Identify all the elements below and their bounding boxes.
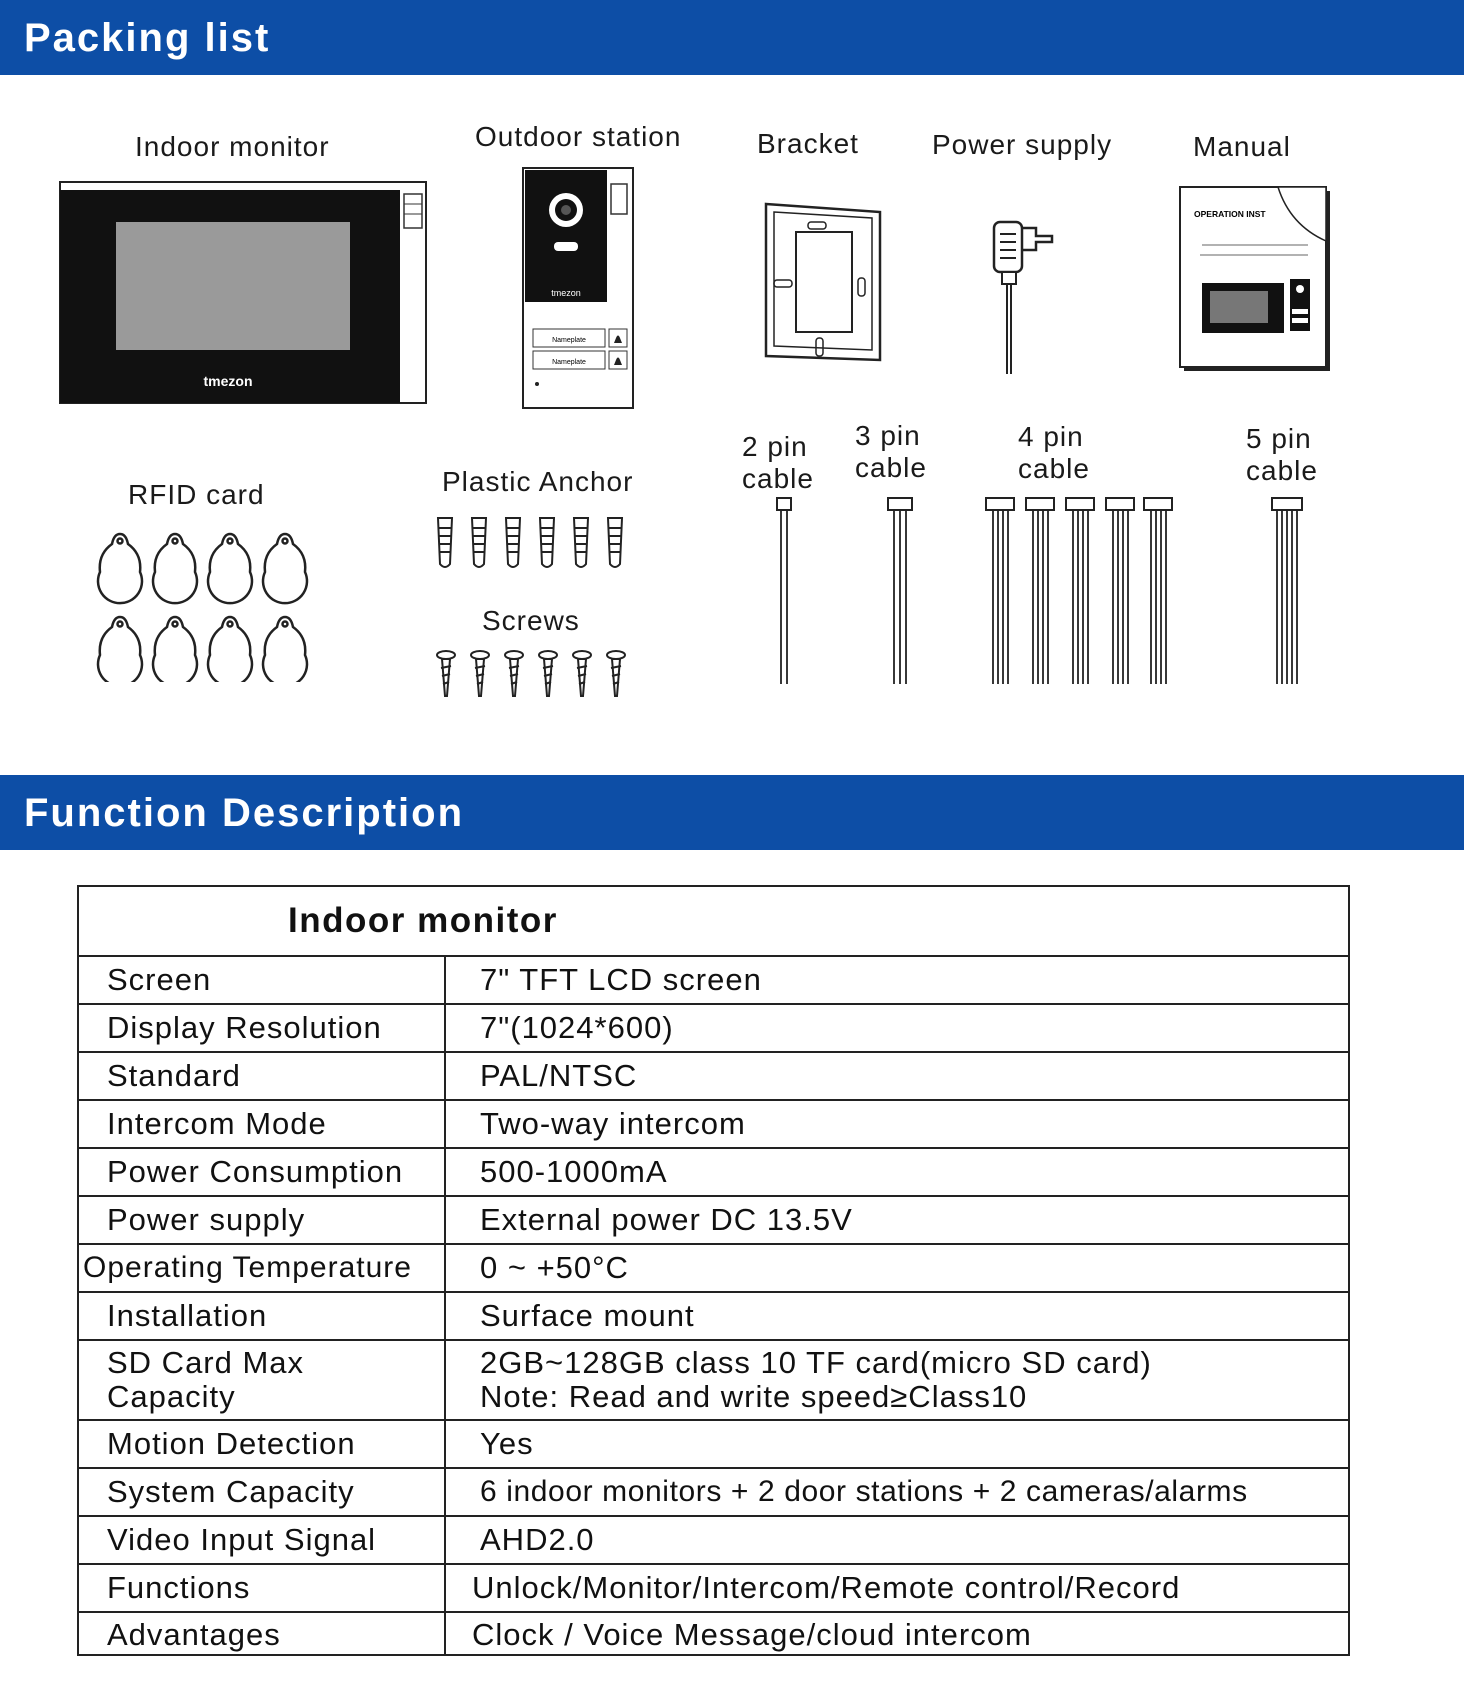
cable-2pin-illustration — [770, 496, 800, 686]
cable-3pin-illustration — [884, 496, 918, 686]
function-description-title: Function Description — [24, 791, 464, 835]
spec-value: 500-1000mA — [480, 1154, 668, 1189]
nameplate-2: Nameplate — [552, 359, 586, 366]
table-row — [79, 1149, 1348, 1197]
spec-value: AHD2.0 — [480, 1522, 595, 1557]
spec-table-title: Indoor monitor — [288, 901, 558, 940]
cable-4pin-label: 4 pin cable — [1018, 421, 1090, 484]
table-row — [79, 1565, 1348, 1613]
table-row — [79, 1421, 1348, 1469]
spec-value: PAL/NTSC — [480, 1058, 638, 1093]
function-description-banner — [0, 775, 1464, 850]
cable-3pin-label: 3 pin cable — [855, 420, 927, 483]
bracket-illustration — [760, 200, 886, 366]
indoor-monitor-label: Indoor monitor — [135, 131, 330, 162]
spec-key: Power supply — [107, 1202, 306, 1237]
table-row — [79, 1613, 1348, 1656]
spec-value: 2GB~128GB class 10 TF card(micro SD card) Note: Read and write speed≥Class10 — [480, 1345, 1152, 1414]
spec-key: System Capacity — [107, 1474, 355, 1509]
outdoor-station-label: Outdoor station — [475, 121, 682, 152]
table-row — [79, 1517, 1348, 1565]
spec-table — [77, 885, 1350, 1656]
spec-value: 7" TFT LCD screen — [480, 962, 762, 997]
outdoor-station-brand: tmezon — [551, 288, 581, 298]
table-row — [79, 957, 1348, 1005]
table-row — [79, 1293, 1348, 1341]
manual-cover-title: OPERATION INST — [1194, 209, 1266, 219]
bracket-label: Bracket — [757, 128, 859, 159]
screws-illustration — [432, 650, 638, 700]
spec-key: Operating Temperature — [83, 1251, 412, 1284]
spec-key: SD Card Max Capacity — [107, 1345, 305, 1414]
spec-value: 0 ~ +50°C — [480, 1250, 629, 1285]
spec-key: Screen — [107, 962, 212, 997]
cable-2pin-label: 2 pin cable — [742, 431, 814, 494]
spec-value: Two-way intercom — [480, 1106, 746, 1141]
power-supply-label: Power supply — [932, 129, 1113, 160]
table-row — [79, 1053, 1348, 1101]
indoor-monitor-brand: tmezon — [203, 373, 253, 389]
cable-5pin-label: 5 pin cable — [1246, 423, 1318, 486]
spec-value: Clock / Voice Message/cloud intercom — [472, 1616, 1032, 1652]
spec-table-header — [79, 887, 1348, 957]
spec-value: 7"(1024*600) — [480, 1010, 674, 1045]
spec-key: Functions — [107, 1570, 251, 1605]
nameplate-1: Nameplate — [552, 337, 586, 344]
plastic-anchors-illustration — [432, 514, 638, 572]
indoor-monitor-illustration — [58, 180, 430, 406]
spec-key: Advantages — [107, 1616, 281, 1652]
packing-list-banner — [0, 0, 1464, 75]
table-row — [79, 1469, 1348, 1517]
screws-label: Screws — [482, 605, 580, 636]
rfid-cards-illustration — [96, 532, 318, 682]
spec-value: Surface mount — [480, 1298, 695, 1333]
spec-key: Standard — [107, 1058, 241, 1093]
manual-label: Manual — [1193, 131, 1291, 162]
spec-value: Yes — [480, 1426, 534, 1461]
spec-value: 6 indoor monitors + 2 door stations + 2 cameras/alarms — [480, 1475, 1248, 1508]
spec-key: Display Resolution — [107, 1010, 382, 1045]
spec-key: Installation — [107, 1298, 268, 1333]
cable-5pin-illustration — [1270, 496, 1304, 686]
spec-key: Video Input Signal — [107, 1522, 377, 1557]
table-row — [79, 1245, 1348, 1293]
spec-key: Motion Detection — [107, 1426, 356, 1461]
packing-list-title: Packing list — [24, 16, 271, 60]
spec-key: Intercom Mode — [107, 1106, 327, 1141]
plastic-anchor-label: Plastic Anchor — [442, 466, 634, 497]
spec-key: Power Consumption — [107, 1154, 404, 1189]
table-row — [79, 1341, 1348, 1421]
table-row — [79, 1197, 1348, 1245]
table-row — [79, 1005, 1348, 1053]
spec-value: Unlock/Monitor/Intercom/Remote control/Record — [472, 1570, 1181, 1605]
power-supply-illustration — [990, 210, 1060, 376]
outdoor-station-illustration — [521, 166, 637, 410]
spec-value: External power DC 13.5V — [480, 1202, 853, 1237]
manual-illustration — [1178, 185, 1332, 375]
cable-4pin-illustration — [984, 496, 1174, 686]
rfid-card-label: RFID card — [128, 479, 265, 510]
table-row — [79, 1101, 1348, 1149]
